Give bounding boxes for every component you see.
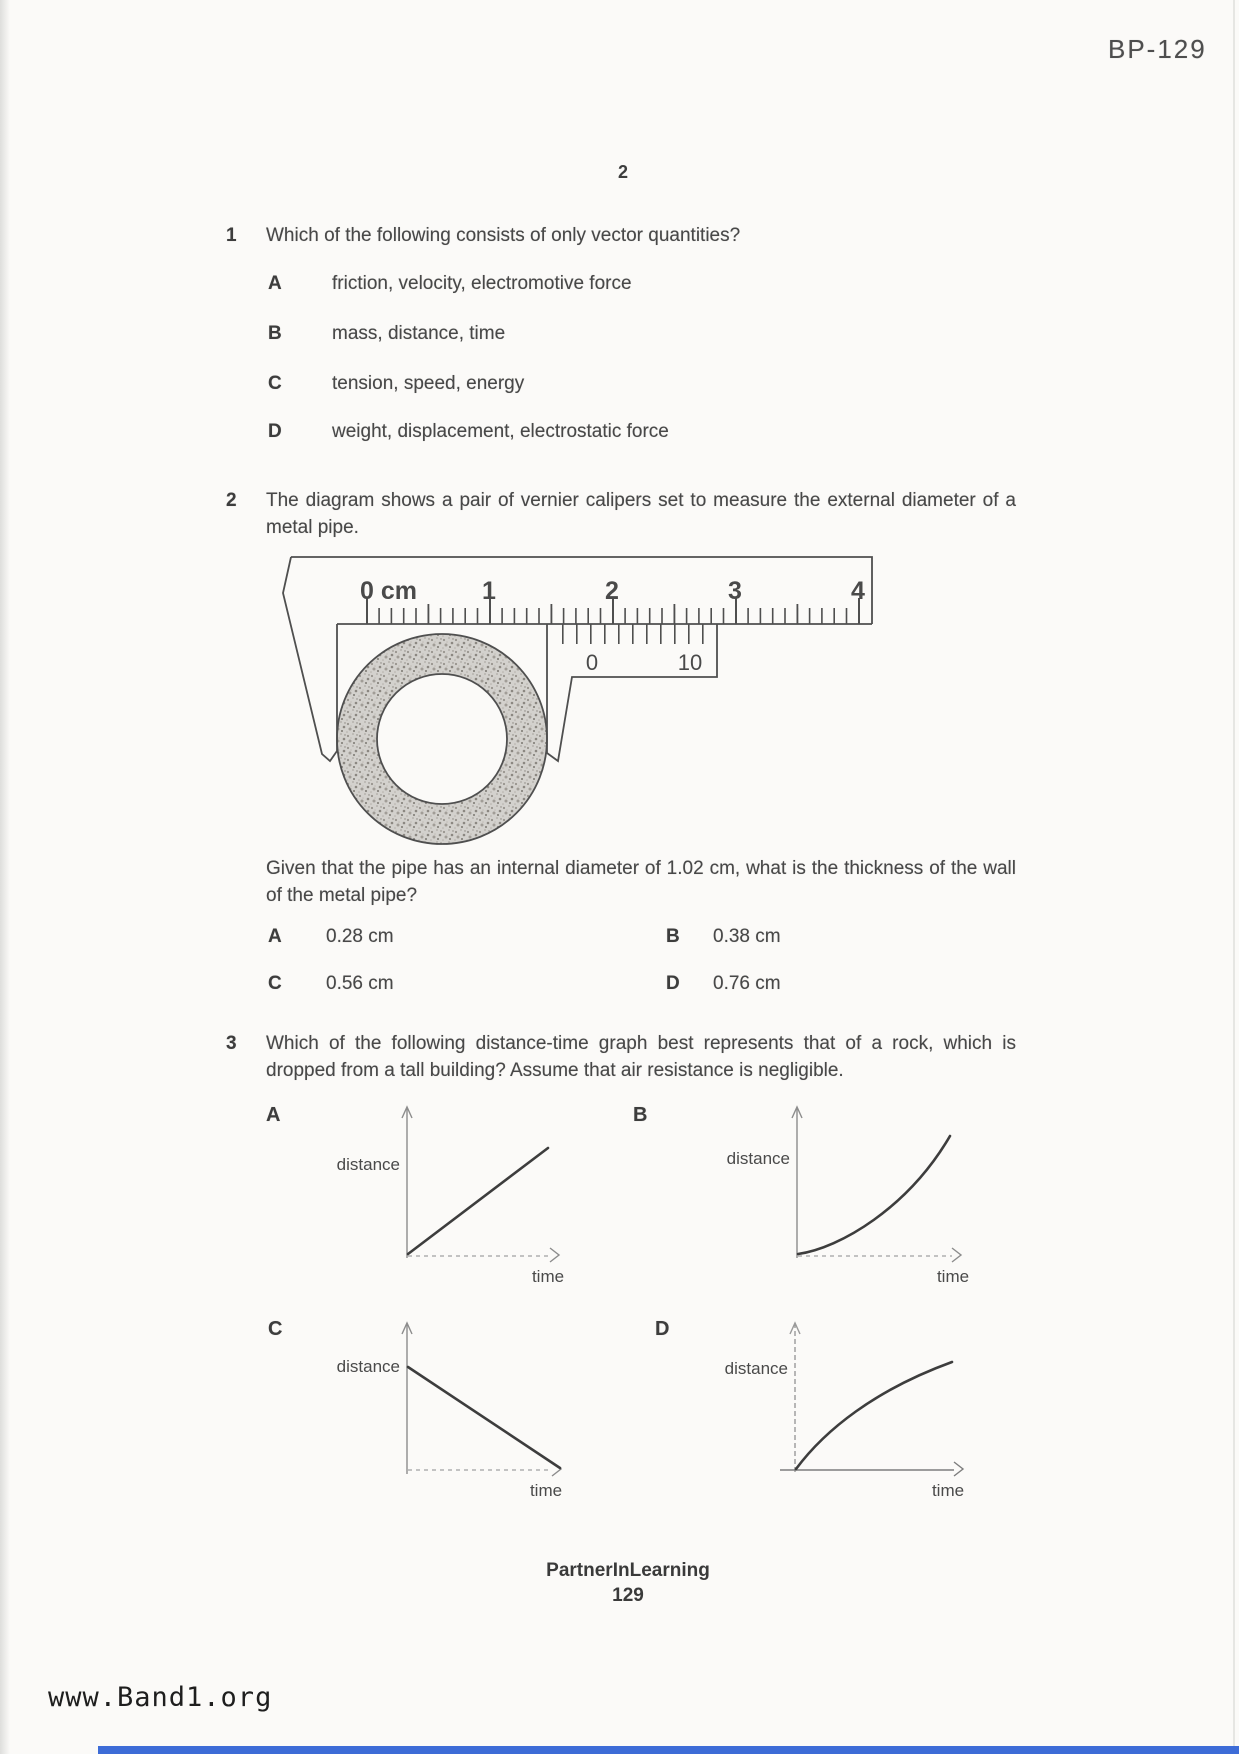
option-letter: B <box>666 926 680 947</box>
main-scale-number-4: 4 <box>851 577 865 605</box>
q1-option-d <box>268 418 669 445</box>
pipe-annulus <box>337 634 547 844</box>
option-letter: D <box>268 421 282 442</box>
q1-text: Which of the following consists of only vector quantities? <box>266 225 741 246</box>
vernier-ten-label: 10 <box>677 650 703 675</box>
scan-edge-shadow <box>0 0 10 1754</box>
option-letter: A <box>268 273 282 294</box>
fixed-jaw <box>283 557 337 761</box>
graph-a-curve <box>408 1148 548 1254</box>
q2-text: The diagram shows a pair of vernier calipers set to measure the external diameter of a metal pipe. <box>266 490 1016 538</box>
graph-c-letter: C <box>268 1318 283 1340</box>
q2-option-d <box>666 970 781 997</box>
graph-a-linear-increasing <box>320 1098 580 1290</box>
graph-a-ylabel: distance <box>336 1155 400 1174</box>
main-scale-number-1: 1 <box>482 577 496 605</box>
option-letter: B <box>268 323 282 344</box>
footer-brand: PartnerInLearning <box>546 1560 710 1581</box>
q2-question: Given that the pipe has an internal diameter of 1.02 cm, what is the thickness of the wall of the metal pipe? <box>266 858 1016 906</box>
q2-option-a <box>268 923 394 950</box>
graph-b-concave-up <box>650 1098 970 1290</box>
q1-number: 1 <box>226 225 237 246</box>
option-text: friction, velocity, electromotive force <box>332 273 632 294</box>
graph-c-curve <box>408 1367 560 1468</box>
graph-c-xlabel: time <box>529 1481 563 1500</box>
main-scale-zero-label: 0 cm <box>360 577 417 605</box>
graph-a-xlabel: time <box>531 1267 565 1286</box>
graph-c-linear-decreasing <box>320 1312 580 1504</box>
option-letter: C <box>268 373 282 394</box>
paper-code: BP-129 <box>1108 34 1207 64</box>
option-letter: C <box>268 973 282 994</box>
graph-a-letter: A <box>266 1104 281 1126</box>
footer-page-number: 129 <box>612 1585 644 1606</box>
graph-d-letter: D <box>655 1318 670 1340</box>
graph-d-ylabel: distance <box>724 1359 788 1378</box>
q1-option-a <box>268 270 632 297</box>
q3-number: 3 <box>226 1033 237 1054</box>
main-scale-number-3: 3 <box>728 577 742 605</box>
graph-d-xlabel: time <box>931 1481 965 1500</box>
option-text: weight, displacement, electrostatic force <box>332 421 669 442</box>
graph-b-letter: B <box>633 1104 648 1126</box>
q3-text: Which of the following distance-time graph best represents that of a rock, which is dropped from a tall building? Assume that air resistance is negligible. <box>266 1033 1016 1081</box>
option-letter: A <box>268 926 282 947</box>
q1-option-c <box>268 370 524 397</box>
option-text: 0.28 cm <box>326 926 394 947</box>
scan-artifact-blue-bar <box>98 1746 1239 1754</box>
footer <box>478 1558 778 1608</box>
q2-number: 2 <box>226 490 237 511</box>
q2-option-c <box>268 970 394 997</box>
q2-option-b <box>666 923 781 950</box>
option-text: 0.38 cm <box>713 926 781 947</box>
option-text: 0.76 cm <box>713 973 781 994</box>
main-scale-number-2: 2 <box>605 577 619 605</box>
graph-b-curve <box>798 1136 950 1254</box>
graph-d-curve <box>796 1362 952 1469</box>
option-letter: D <box>666 973 680 994</box>
option-text: mass, distance, time <box>332 323 506 344</box>
graph-c-ylabel: distance <box>336 1357 400 1376</box>
scan-edge-line <box>1233 0 1235 1754</box>
vernier-zero-label: 0 <box>585 650 599 675</box>
sliding-jaw <box>547 624 717 761</box>
graph-b-xlabel: time <box>936 1267 970 1286</box>
q1-option-b <box>268 320 505 347</box>
graph-d-concave-down <box>650 1312 970 1504</box>
graph-b-ylabel: distance <box>726 1149 790 1168</box>
vernier-caliper-diagram <box>262 553 882 849</box>
option-text: 0.56 cm <box>326 973 394 994</box>
page-number: 2 <box>618 162 629 182</box>
option-text: tension, speed, energy <box>332 373 525 394</box>
watermark-url: www.Band1.org <box>48 1682 273 1713</box>
